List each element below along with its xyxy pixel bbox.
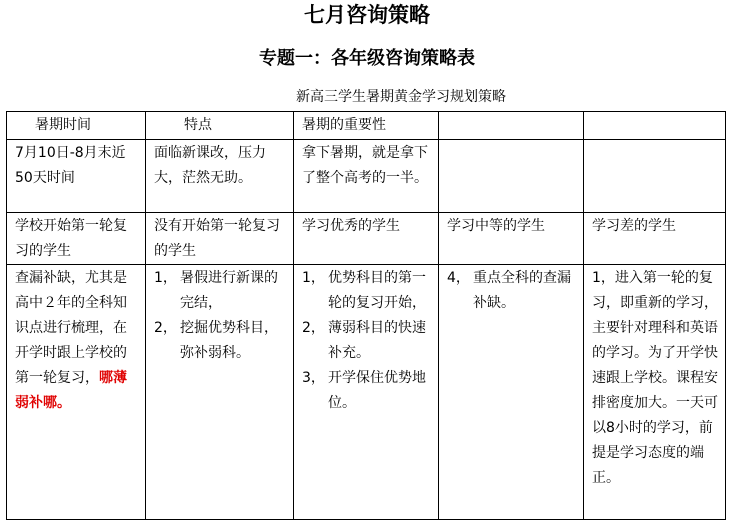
document-title: 七月咨询策略	[304, 2, 430, 27]
cell-group-average: 学习中等的学生	[438, 212, 584, 265]
list-item: 4， 重点全科的查漏补缺。	[447, 270, 571, 311]
cell-strategy-not-started	[145, 264, 294, 520]
cell-period-value: 7月10日-8月末近50天时间	[6, 139, 146, 213]
strategy-text: 查漏补缺，尤其是高中２年的全科知识点进行梳理，在开学时跟上学校的第一轮复习，	[15, 270, 127, 386]
cell-traits-value: 面临新课改，压力大，茫然无助。	[145, 139, 294, 213]
list-item: 2， 挖掘优势科目，弥补弱科。	[154, 320, 278, 361]
header-cell-empty-1	[438, 111, 584, 140]
header-cell-empty-2	[583, 111, 726, 140]
list-item: 1， 优势科目的第一轮的复习开始，	[302, 270, 426, 311]
cell-group-excellent: 学习优秀的学生	[293, 212, 439, 265]
header-cell-period: 暑期时间	[6, 111, 146, 140]
cell-strategy-excellent	[293, 264, 439, 520]
cell-strategy-average	[438, 264, 584, 520]
cell-group-weak: 学习差的学生	[583, 212, 726, 265]
cell-empty-2	[583, 139, 726, 213]
document-subtitle: 专题一：各年级咨询策略表	[259, 48, 475, 69]
highlight-text: 哪薄弱补哪。	[15, 370, 127, 411]
table-caption: 新高三学生暑期黄金学习规划策略	[296, 89, 506, 105]
cell-empty-1	[438, 139, 584, 213]
cell-strategy-started-review	[6, 264, 146, 520]
cell-importance-value: 拿下暑期，就是拿下了整个高考的一半。	[293, 139, 439, 213]
list-item: 3， 开学保住优势地位。	[302, 370, 426, 411]
cell-group-started-review: 学校开始第一轮复习的学生	[6, 212, 146, 265]
cell-group-not-started: 没有开始第一轮复习的学生	[145, 212, 294, 265]
header-cell-traits: 特点	[145, 111, 294, 140]
cell-strategy-weak: 1，进入第一轮的复习，即重新的学习，主要针对理科和英语的学习。为了开学快速跟上学校。课程安排密度加大。一天可以8小时的学习，前提是学习态度的端正。	[583, 264, 726, 520]
header-cell-importance: 暑期的重要性	[293, 111, 439, 140]
list-item: 2， 薄弱科目的快速补充。	[302, 320, 426, 361]
list-item: 1， 暑假进行新课的完结，	[154, 270, 278, 311]
